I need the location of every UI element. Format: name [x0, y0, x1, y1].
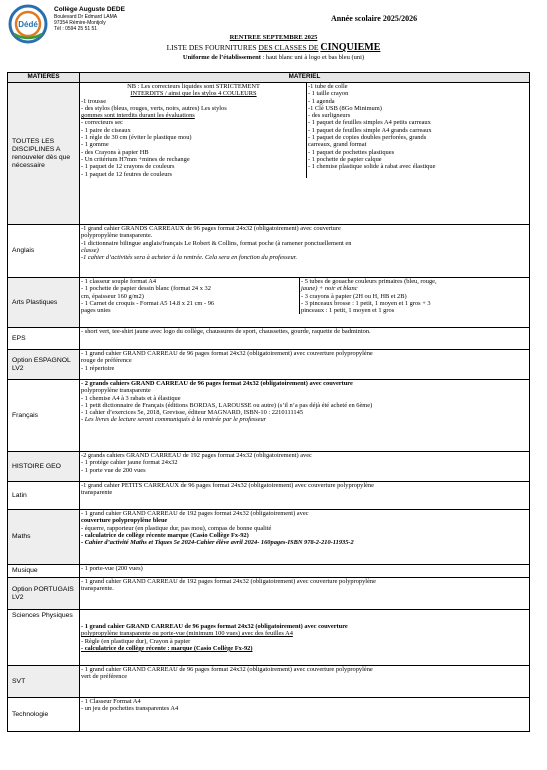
list-item: - 1 petit dictionnaire de Français (éditions BORDAS, LAROUSSE ou autre) (s’il n’a pas déjà été acheté en 6ème) — [81, 401, 373, 409]
uniforme-label: Uniforme de l’établissement — [182, 54, 261, 61]
uniforme-text: : haut blanc uni à logo et bas bleu (uni) — [262, 54, 365, 61]
list-item: vert de préférence — [81, 673, 128, 681]
material-left-column — [81, 83, 307, 178]
list-item: - 1 paquet de feuilles simples A4 petits carreaux — [308, 119, 431, 127]
list-item: - 1 chemise A4 à 3 rabats et à élastique — [81, 394, 181, 402]
list-item: -1 trousse — [81, 97, 107, 105]
list-item: -1 cahier d’activités sera à acheter à la rentrée. Cela sera en fonction du professeur. — [81, 254, 298, 262]
list-item: - 1 grand cahier GRAND CARREAU de 192 pages format 24x32 (obligatoirement) avec couverture polypropylène — [81, 578, 376, 585]
table-row — [8, 578, 530, 610]
subject-cell: Musique — [8, 565, 80, 578]
list-item: - 1 règle de 30 cm (éviter le plastique mou) — [81, 134, 192, 142]
table-row — [8, 380, 530, 452]
liste-mid: DES CLASSES DE — [258, 43, 319, 52]
list-item: - 1 chemise plastique solide à rabat avec élastique — [308, 163, 436, 171]
list-item: cm, épaisseur 160 g/m2) — [81, 292, 144, 300]
subject-cell: Anglais — [8, 225, 80, 278]
material-two-columns — [81, 83, 530, 178]
list-item: gommes sont interdits durant les évaluations — [81, 112, 195, 120]
list-item: - des Crayons à papier HB — [81, 148, 149, 156]
list-item: - 1 paquet de 12 crayons de couleurs — [81, 163, 175, 171]
material-cell — [80, 452, 530, 482]
list-item: classe) — [81, 246, 99, 254]
list-item: NB : Les correcteurs liquides sont STRICTEMENT — [127, 83, 260, 90]
list-item: - 1 protège cahier jaune format 24x32 — [81, 459, 178, 467]
table-row — [8, 698, 530, 732]
list-item: - Cahier d’activité Maths et Tiques 5e 2024-Cahier élève avril 2024- 160pages-ISBN 978-2-210-11935-2 — [81, 539, 354, 547]
list-item: - 1 cahier d’exercices 5e, 2018, Grevisse, éditeur MAGNARD, ISBN-10 : 2210111145 — [81, 409, 304, 417]
list-item: - un jeu de pochettes transparentes A4 — [81, 705, 179, 713]
list-item: rouge de préférence — [81, 357, 132, 365]
list-item: - 1 porte-vue (200 vues) — [81, 565, 143, 572]
subject-cell: Option ESPAGNOL LV2 — [8, 350, 80, 380]
material-cell — [80, 510, 530, 565]
material-cell — [80, 278, 530, 328]
material-two-columns — [81, 278, 530, 314]
list-item: jaune) + noir et blanc — [301, 285, 358, 293]
list-item: - 1 porte vue de 200 vues — [81, 466, 146, 474]
liste-prefix: LISTE DES FOURNITURES — [166, 43, 257, 52]
table-row — [8, 510, 530, 565]
list-item: INTERDITS / ainsi que les stylos 4 COULEURS — [130, 90, 257, 98]
list-item: - 1 grand cahier GRAND CARREAU de 96 pages format 24x32 (obligatoirement) avec couverture polypropylène — [81, 666, 373, 673]
table-row — [8, 666, 530, 698]
list-item: - Les livres de lecture seront communiqués à la rentrée par le professeur — [81, 416, 267, 424]
list-item: - 2 grands cahiers GRAND CARREAU de 96 pages format 24x32 (obligatoirement) avec couverture — [81, 380, 353, 387]
material-right-column — [300, 278, 530, 314]
material-cell — [80, 83, 530, 225]
subject-cell: Technologie — [8, 698, 80, 732]
list-item: -1 tube de colle — [308, 83, 348, 90]
list-item: carreaux, grand format — [308, 141, 367, 149]
subject-cell: Arts Plastiques — [8, 278, 80, 328]
table-header-row — [8, 73, 530, 83]
list-item: - 1 paquet de 12 feutres de couleurs — [81, 170, 173, 178]
list-item: - 1 taille crayon — [308, 90, 349, 98]
list-item: - 3 crayons à papier (2H ou H, HB et 2B) — [301, 292, 407, 300]
list-item: -1 Clé USB (8Go Minimum) — [308, 104, 382, 112]
school-address-1: Boulevard Dr Edmard LAMA — [54, 14, 118, 20]
list-item: - 1 gomme — [81, 141, 109, 149]
subject-cell: TOUTES LES DISCIPLINES A renouveler dès que nécessaire — [8, 83, 80, 225]
material-cell — [80, 666, 530, 698]
uniforme-line — [0, 54, 547, 61]
list-item: - des stylos (bleus, rouges, verts, noirs, autres) Les stylos — [81, 104, 227, 112]
list-item: polypropylène transparente. — [81, 232, 153, 240]
list-item: - Un critérium H7mm +mines de rechange — [81, 155, 190, 163]
school-address-2: 97354 Rémire-Montjoly — [54, 20, 106, 26]
material-cell — [80, 350, 530, 380]
list-item: - 1 répertoire — [81, 364, 115, 372]
list-item: - 1 grand cahier GRAND CARREAU de 96 pages format 24x32 (obligatoirement) avec couverture — [81, 623, 348, 630]
list-item: couverture polypropylène bleue — [81, 517, 168, 525]
subject-cell: Latin — [8, 482, 80, 510]
table-row — [8, 278, 530, 328]
list-item: - équerre, rapporteur (en plastique dur, pas mou), compas de bonne qualité — [81, 524, 272, 532]
list-item: - correcteurs sec — [81, 119, 123, 127]
list-item: - 1 classeur souple format A4 — [81, 278, 157, 285]
material-cell — [80, 578, 530, 610]
list-item: - 1 pochette de papier calque — [308, 155, 382, 163]
subject-cell: EPS — [8, 328, 80, 350]
material-cell — [80, 328, 530, 350]
table-row — [8, 83, 530, 225]
school-name: Collège Auguste DEDE — [54, 6, 125, 13]
subject-cell: Français — [8, 380, 80, 452]
table-row — [8, 452, 530, 482]
material-cell — [80, 610, 530, 666]
liste-class: CINQUIEME — [320, 42, 381, 53]
subject-cell: HISTOIRE GEO — [8, 452, 80, 482]
list-item: - calculatrice de collège récente marque (Casio Collège Fx-92) — [81, 531, 249, 539]
list-item: -1 grand cahier GRANDS CARREAUX de 96 pages format 24x32 (obligatoirement) avec couverture — [81, 225, 341, 232]
subject-cell: Option PORTUGAIS LV2 — [8, 578, 80, 610]
list-item: - 1 agenda — [308, 97, 335, 105]
material-right-column — [307, 83, 530, 178]
table-row — [8, 225, 530, 278]
list-item: - 1 paire de ciseaux — [81, 126, 131, 134]
list-item: - 1 paquet de copies doubles perforées, grands — [308, 134, 427, 142]
list-item: -1 dictionnaire bilingue anglais/français Le Robert & Collins, format poche (à ramener ponctuellement en — [81, 239, 352, 247]
subject-cell: SVT — [8, 666, 80, 698]
col-header-subject: MATIERES — [8, 73, 80, 83]
list-item: - 3 pinceaux brosse : 1 petit, 1 moyen et 1 gros + 3 — [301, 299, 431, 307]
list-item: pinceaux : 1 petit, 1 moyen et 1 gros — [301, 307, 395, 315]
list-item: transparente — [81, 489, 113, 497]
school-year: Année scolaire 2025/2026 — [331, 14, 418, 23]
list-item: pages unies — [81, 307, 111, 315]
list-item: -1 grand cahier PETITS CARREAUX de 96 pages format 24x32 (obligatoirement) avec couverture polypropylène — [81, 482, 374, 489]
list-item: - 1 paquet de pochettes plastiques — [308, 148, 395, 156]
material-cell — [80, 565, 530, 578]
rentree-title: RENTREE SEPTEMBRE 2025 — [229, 34, 318, 41]
subject-cell: Sciences Physiques — [8, 610, 80, 666]
list-item: polypropylène transparente — [81, 387, 151, 395]
material-left-column — [81, 278, 300, 314]
supplies-table — [7, 72, 530, 732]
table-row — [8, 565, 530, 578]
material-cell — [80, 698, 530, 732]
list-item: polypropylène transparente ou porte-vue (minimum 100 vues) avec des feuilles A4 — [81, 630, 293, 638]
list-item: - 1 grand cahier GRAND CARREAU de 192 pages format 24x32 (obligatoirement) avec — [81, 510, 309, 517]
list-item: - 1 grand cahier GRAND CARREAU de 96 pages format 24x32 (obligatoirement) avec couverture polypropylène — [81, 350, 373, 357]
list-item: -2 grands cahiers GRAND CARREAU de 192 pages format 24x32 (obligatoirement) avec — [81, 452, 312, 459]
material-cell — [80, 482, 530, 510]
table-row — [8, 350, 530, 380]
school-phone: Tél : 0594 25 51 51 — [54, 26, 98, 32]
list-item: - 1 paquet de feuilles simple A4 grands carreaux — [308, 126, 432, 134]
list-item: - 5 tubes de gouache couleurs primaires (bleu, rouge, — [301, 278, 437, 285]
list-item: - 1 Carnet de croquis - Format A5 14.8 x 21 cm - 96 — [81, 299, 215, 307]
subject-cell: Maths — [8, 510, 80, 565]
svg-text:Dédé: Dédé — [18, 20, 38, 29]
list-item: - 1 pochette de papier dessin blanc (format 24 x 32 — [81, 285, 211, 293]
list-item: - calculatrice de collège récente : marque (Casio Collège Fx-92) — [81, 644, 253, 652]
table-row — [8, 610, 530, 666]
material-cell — [80, 225, 530, 278]
list-item: - des surligneurs — [308, 112, 351, 120]
school-info — [54, 6, 125, 32]
col-header-material: MATERIEL — [80, 73, 530, 83]
liste-title — [0, 42, 547, 53]
list-item: transparente. — [81, 585, 114, 593]
list-item: - 1 Classeur Format A4 — [81, 698, 141, 705]
table-row — [8, 482, 530, 510]
table-row — [8, 328, 530, 350]
list-item: - short vert, tee-shirt jaune avec logo du collège, chaussures de sport, chaussettes, gourde, raquette de badminton. — [81, 328, 371, 335]
material-cell — [80, 380, 530, 452]
list-item: - Règle (en plastique dur), Crayon à papier — [81, 637, 191, 645]
